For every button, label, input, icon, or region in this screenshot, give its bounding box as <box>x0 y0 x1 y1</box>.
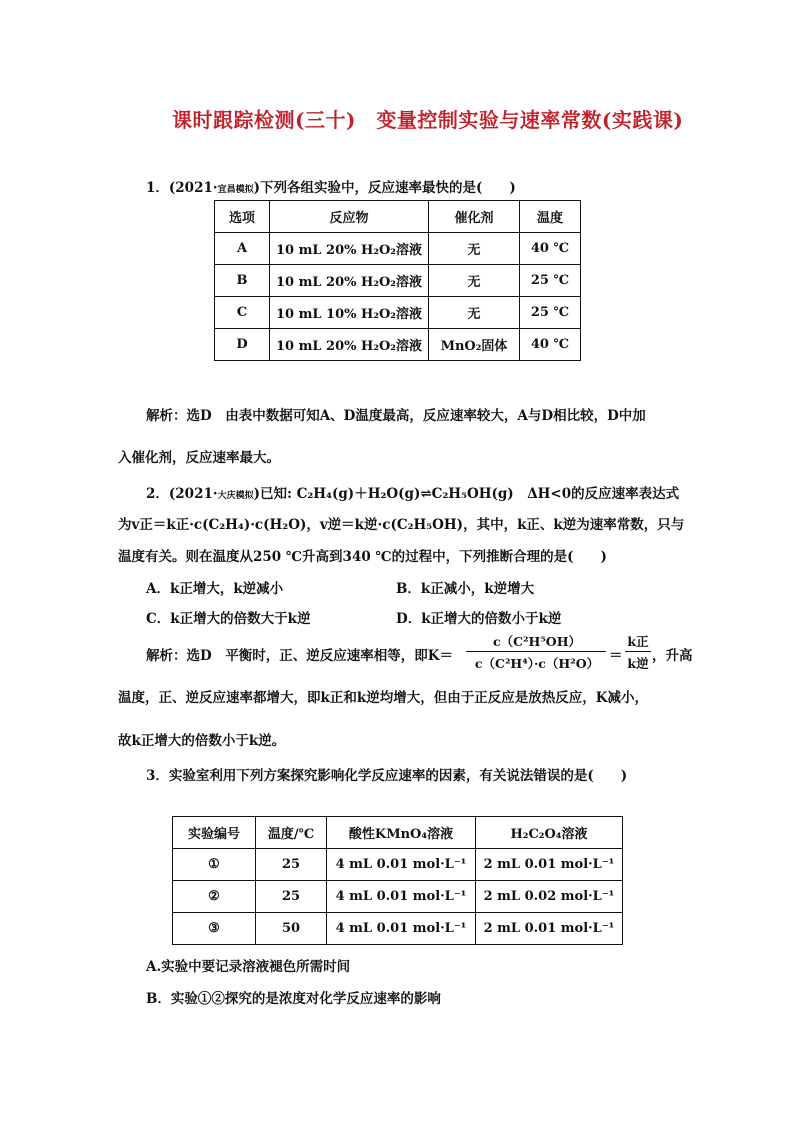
table-row <box>173 849 623 881</box>
table-cell: 4 mL 0.01 mol·L⁻¹ <box>327 849 476 881</box>
table-header: 反应物 <box>270 201 429 233</box>
question-2-source: 大庆模拟 <box>217 491 254 501</box>
question-2-text: )已知: C₂H₄(g)＋H₂O(g)⇌C₂H₅OH(g) ΔH<0的反应速率表达式 <box>253 486 680 502</box>
table-cell: C <box>215 297 270 329</box>
question-1-analysis-line-1: 解析：选D 由表中数据可知A、D温度最高，反应速率较大，A与D相比较，D中加 <box>146 408 646 424</box>
question-1-analysis-line-2: 入催化剂，反应速率最大。 <box>118 450 280 466</box>
table-cell: A <box>215 233 270 265</box>
table-cell: 2 mL 0.01 mol·L⁻¹ <box>476 849 623 881</box>
table-cell: 无 <box>429 233 520 265</box>
table-header-row <box>173 817 623 849</box>
table-header: 温度 <box>520 201 581 233</box>
table-cell: 40 ℃ <box>520 233 581 265</box>
question-1-stem <box>146 176 516 196</box>
k-reverse-denominator: k逆 <box>627 656 649 671</box>
table-cell: 2 mL 0.02 mol·L⁻¹ <box>476 881 623 913</box>
table-row <box>173 881 623 913</box>
table-header: 催化剂 <box>429 201 520 233</box>
table-header: 实验编号 <box>173 817 256 849</box>
question-3-option-a: A.实验中要记录溶液褪色所需时间 <box>146 959 351 975</box>
table-cell: 4 mL 0.01 mol·L⁻¹ <box>327 913 476 945</box>
table-cell: 50 <box>256 913 327 945</box>
question-2-analysis-line-3: 故k正增大的倍数小于k逆。 <box>118 733 286 749</box>
question-1-source: 宜昌模拟 <box>217 185 254 195</box>
table-row <box>173 913 623 945</box>
table-row <box>215 297 581 329</box>
question-3-table <box>172 816 623 945</box>
table-cell: ② <box>173 881 256 913</box>
table-row <box>215 233 581 265</box>
equals-sign: ＝ <box>609 648 623 664</box>
table-header: H₂C₂O₄溶液 <box>476 817 623 849</box>
question-2-analysis-start: 解析：选D 平衡时，正、逆反应速率相等，即K＝ <box>146 648 453 664</box>
table-cell: 25 ℃ <box>520 265 581 297</box>
table-header: 酸性KMnO₄溶液 <box>327 817 476 849</box>
table-cell: ① <box>173 849 256 881</box>
fraction-denominator: c（C²H⁴）·c（H²O） <box>474 656 600 671</box>
k-fraction-bar <box>625 651 651 652</box>
table-cell: 25 <box>256 881 327 913</box>
question-2-line-2: 为v正＝k正·c(C₂H₄)·c(H₂O)，v逆＝k逆·c(C₂H₅OH)，其中，k正、k逆为速率常数，只与 <box>118 517 685 533</box>
table-cell: MnO₂固体 <box>429 329 520 361</box>
fraction-bar <box>466 651 606 652</box>
question-2-analysis-end: ，升高 <box>652 648 693 664</box>
question-2-analysis-line-2: 温度，正、逆反应速率都增大，即k正和k逆均增大，但由于正反应是放热反应，K减小， <box>118 690 648 706</box>
table-cell: 10 mL 20% H₂O₂溶液 <box>270 329 429 361</box>
question-2-line-3: 温度有关。则在温度从250 ℃升高到340 ℃的过程中，下列推断合理的是( ) <box>118 549 607 565</box>
question-2-stem <box>146 482 679 502</box>
table-header: 温度/℃ <box>256 817 327 849</box>
question-2-number: 2．(2021· <box>146 486 218 502</box>
question-1-number: 1．(2021· <box>146 180 218 196</box>
table-row <box>215 265 581 297</box>
table-cell: D <box>215 329 270 361</box>
table-header-row <box>215 201 581 233</box>
question-1-table <box>214 200 581 361</box>
table-cell: ③ <box>173 913 256 945</box>
fraction-numerator: c（C²H⁵OH） <box>492 634 582 649</box>
question-2-option-d: D．k正增大的倍数小于k逆 <box>396 611 562 627</box>
table-cell: 10 mL 20% H₂O₂溶液 <box>270 233 429 265</box>
table-row <box>215 329 581 361</box>
question-3-option-b: B．实验①②探究的是浓度对化学反应速率的影响 <box>146 991 441 1007</box>
question-2-option-b: B．k正减小，k逆增大 <box>396 581 535 597</box>
table-cell: B <box>215 265 270 297</box>
table-cell: 4 mL 0.01 mol·L⁻¹ <box>327 881 476 913</box>
table-cell: 40 ℃ <box>520 329 581 361</box>
table-cell: 10 mL 20% H₂O₂溶液 <box>270 265 429 297</box>
question-1-text: )下列各组实验中，反应速率最快的是( ) <box>253 180 516 196</box>
question-2-option-c: C．k正增大的倍数大于k逆 <box>146 611 311 627</box>
table-cell: 2 mL 0.01 mol·L⁻¹ <box>476 913 623 945</box>
table-cell: 无 <box>429 297 520 329</box>
page-title: 课时跟踪检测(三十) 变量控制实验与速率常数(实践课) <box>172 108 684 132</box>
table-cell: 10 mL 10% H₂O₂溶液 <box>270 297 429 329</box>
k-forward-numerator: k正 <box>627 634 649 649</box>
table-cell: 25 ℃ <box>520 297 581 329</box>
question-2-option-a: A．k正增大，k逆减小 <box>146 581 284 597</box>
table-cell: 25 <box>256 849 327 881</box>
table-header: 选项 <box>215 201 270 233</box>
question-3-stem: 3．实验室利用下列方案探究影响化学反应速率的因素，有关说法错误的是( ) <box>146 768 628 784</box>
table-cell: 无 <box>429 265 520 297</box>
